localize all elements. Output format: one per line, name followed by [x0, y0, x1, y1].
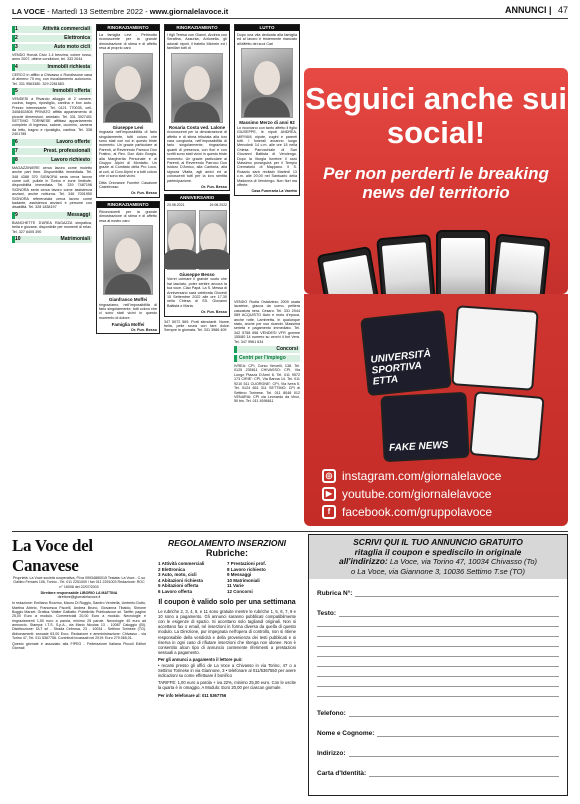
- youtube-link[interactable]: [322, 486, 550, 502]
- face-shape: [115, 66, 141, 100]
- rubric-item: 12 Concorsi: [227, 588, 253, 594]
- telefono-label: Telefono:: [317, 709, 346, 717]
- notice-intro: Dopo una vita dedicata alla famiglia ed al lavoro è tristemente mancato all'affetto dei suoi Cari: [237, 33, 297, 46]
- section-number: 4: [15, 63, 18, 70]
- funeral-home: Or. Fun. Besso: [200, 310, 227, 315]
- news-tile: [469, 391, 544, 461]
- section-heading: [12, 148, 92, 155]
- rules-subtitle: Rubriche:: [205, 548, 248, 558]
- job-centers-list: IVREA: CPI, Corso Vercelli, 138. Tel. 0125 235611 CHIVASSO: CPI, Via Lungo Piazza D'Armi 6. Tel. 011 9572 173 CIRIE': CPI, Via Banna 14. Tel. 011 9210 511 CUORGNE': CPI, Via Ivrea 5. Tel. 0124 651 311 SETTIMO: CPI di Settimo Torinese. Tel. 011 8048 012 VENARIA: CPI via Leonardo da Vinci, 50 bis. Tel. 011 4596611: [234, 364, 300, 404]
- section-title: Immobili richiesta: [47, 63, 90, 70]
- rates-text: TARIFFE: 1,00 euro a parola + iva 22%, minimo 25,00 euro. Con le uscite la quarta è in omaggio. A Modulo: Euro 20,00 per ciascun giornale.: [158, 680, 296, 691]
- carta-label: Carta d'Identità:: [317, 769, 367, 777]
- obituary-column-1: [96, 24, 160, 559]
- portrait-photo: [171, 53, 223, 123]
- facebook-icon: f: [322, 505, 336, 519]
- rubric-list: [158, 561, 296, 595]
- coupon-form: [308, 534, 568, 796]
- header-right: ANNUNCI | 47: [504, 5, 568, 15]
- rubric-col-right: [227, 561, 296, 595]
- news-tile: [360, 310, 452, 396]
- notice-title: RINGRAZIAMENTO: [97, 202, 159, 208]
- section-number: 2: [15, 35, 18, 41]
- deceased-name: Rosaria Costa ved. Lalone: [168, 124, 226, 130]
- text-line[interactable]: [317, 667, 559, 677]
- classified-ad: MAGAZZINIERE cerca lavoro come muletto anche part time. Disponibilità immediata. Tel. 348 4388 370 SIGNORA seria cerca lavoro come colf, pulizie in Torino e zone limitrofe, disponibilità immediata. Tel. 339 7487196 SIGNORA seria cerca lavoro come assistenza anziani, anche notturna. Tel. 346 7001950 SIGNORA referenziata cerca lavoro come badante, assistenza anziani e persone con disabilità. Tel. 328 1838197: [12, 165, 92, 210]
- info-phone: Per info telefonare al: 011 5367756: [158, 692, 227, 698]
- banner-subline: Per non perderti le breaking news del territorio: [323, 164, 549, 202]
- deceased-name: Massimo Merzo di anni 92: [239, 120, 295, 126]
- deceased-name: Gianfranco Moffei: [108, 297, 148, 303]
- rubric-item: 10 Matrimoniali: [227, 577, 260, 583]
- phone-mockup: [376, 234, 438, 294]
- banner-headline: Seguici anche sui social!: [305, 81, 567, 150]
- rubric-item: 11 Varie: [227, 583, 244, 589]
- section-number: 8: [15, 156, 18, 163]
- notice-title: ANNIVERSARIO: [165, 195, 229, 201]
- header-left: LA VOCE - Martedì 13 Settembre 2022 - www.giornalelavoce.it: [12, 7, 229, 16]
- tile-caption: FAKE NEWS: [388, 439, 449, 454]
- notice-intro: I figli Teresa con Gianni, Andrea con Serafina, Assunta, Antonella, gli adorati nipoti, il fratello Michele ed i familiari tutti di: [167, 33, 227, 51]
- face-shape: [184, 66, 210, 100]
- coupon-address-label: all'indirizzo:: [338, 556, 388, 566]
- portrait-photo: [241, 48, 293, 118]
- instagram-icon: ◎: [322, 469, 336, 483]
- indirizzo-field[interactable]: [317, 743, 559, 757]
- testo-line[interactable]: [339, 608, 559, 617]
- rubric-item: 8 Lavoro richiesto: [227, 566, 266, 572]
- phone-mockups: [324, 228, 548, 294]
- masthead-intro: Proprietà: La Voce società cooperativa, P.iva 09934880015 Testata: La Voce - C.so Galileo Ferraris 106, Torino - Tel. 011 2251000 / fax 011 2251003 Redazione: ROC n° 16008 del 22/07/2003: [12, 576, 146, 589]
- section-number: 6: [15, 138, 18, 145]
- section-heading: [12, 139, 92, 146]
- nome-field[interactable]: [317, 723, 559, 737]
- coupon-validity: Il coupon è valido solo per una settimana: [158, 598, 296, 606]
- section-heading: [12, 236, 92, 243]
- deceased-name: Giuseppe Besso: [179, 271, 215, 277]
- coupon-subtitle: ritaglia il coupon e spediscilo in originale: [354, 546, 522, 557]
- notice-title: RINGRAZIAMENTO: [97, 25, 159, 31]
- rubric-item: 7 Prestazioni prof.: [227, 561, 267, 566]
- text-line[interactable]: [317, 627, 559, 637]
- section-number: 5: [15, 88, 18, 95]
- rubric-col-left: [158, 561, 227, 595]
- phone-mockup: [317, 246, 386, 294]
- portrait-photo: [199, 210, 228, 270]
- section-heading: [12, 26, 92, 33]
- funeral-home: Casa Funeraria La Varetto: [251, 189, 297, 194]
- obituary-column-3: [234, 24, 300, 294]
- rubric-item: 3 Auto, moto, cicli: [158, 572, 197, 578]
- masthead-title: La Voce del Canavese: [12, 536, 93, 575]
- website-link[interactable]: www.giornalelavoce.it: [149, 7, 229, 16]
- facebook-link[interactable]: [322, 504, 550, 520]
- portrait-photo: [103, 225, 153, 295]
- rubrica-label: Rubrica N°:: [317, 589, 353, 597]
- notice-intro: Riconoscenti per la grande dimostrazione di stima e di affetto resa al nostro caro: [99, 209, 157, 223]
- photo-pair: [167, 210, 227, 270]
- carta-line[interactable]: [369, 768, 559, 777]
- classified-ad: BIANCHETTE D'AREA RAGAZZA simpatica, bella e giovane, disponibile per momenti di relax. Tel. 327 6405 390: [12, 220, 92, 234]
- rubric-item: 5 Abitazioni offerta: [158, 583, 199, 589]
- news-tile: [380, 392, 469, 462]
- classified-ad: VENDO Rodia Ostalvieso 2009 usata lavatrice, giacca da uomo, peiliera cascatura nera. Cesaro. Tel. 331 2044 089 ACQUISTO Auto e moto d'epoca, anche rotte, Lambretta, in qualunque stato, anche per uso ricambi. Massima serietà e pagamento immediato. Tel. 342 5758 658 VENDESI VFR gomme 155/80 14 numero su cerchi 4 fori Vera. Tel. 347 9961 634: [234, 300, 300, 344]
- section-heading: [12, 157, 92, 164]
- section-title: Immobili offerta: [52, 88, 90, 95]
- text-line[interactable]: [317, 677, 559, 687]
- rubrica-line[interactable]: [355, 588, 559, 597]
- date-left: 20.08.2021: [167, 203, 185, 208]
- notice-title: LUTTO: [235, 25, 299, 31]
- section-heading: [234, 346, 300, 353]
- notice-body: ringrazia nell'impossibilità di farlo singolarmente, tutti coloro che sono stati con noi in questo triste momento. Un grazie particolare ai Parenti, al Reverendo Parroco Don Fratino, al Rev. Don Aldo Borgia, alla Margherita Personale e al Gruppo Alpini di Montalto. Un grazie al Comitato della Pro Loco, ai cori, al Coro Alpini e a tutti coloro che ci sono stati vicini.: [99, 130, 157, 179]
- section-title: Attività commerciali: [42, 26, 90, 32]
- rules-box: [158, 538, 296, 796]
- carta-field[interactable]: [317, 763, 559, 777]
- page-header: [12, 5, 568, 19]
- text-line[interactable]: [317, 637, 559, 647]
- indirizzo-line[interactable]: [349, 748, 559, 757]
- section-title: Prest. professionali: [43, 147, 90, 154]
- rubric-item: 2 Elettronica: [158, 566, 186, 572]
- section-title: Messaggi: [67, 211, 90, 218]
- indirizzo-label: Indirizzo:: [317, 749, 346, 757]
- info-phone-block: [158, 693, 296, 698]
- section-name: ANNUNCI: [504, 5, 547, 15]
- masthead-box: [12, 536, 146, 798]
- rubrica-field[interactable]: [317, 583, 559, 597]
- section-number: 1: [15, 26, 18, 32]
- paid-ads-text: • recarsi presso gli uffici de La Voce a Chivasso in via Torino, 47 o a Settimo Torinese in via Giannone, 3 • telefonare al 011/5367550 per avere indicazioni su come effettuare il bonifico: [158, 662, 296, 678]
- phone-mockup: [436, 230, 490, 294]
- testo-field[interactable]: [317, 603, 559, 617]
- body-shape: [105, 274, 151, 294]
- section-number: 10: [15, 235, 21, 242]
- notice-intro: La famiglia Levi - Petrinotto riconoscente per la grande dimostrazione di stima e di affetto resa al proprio caro: [99, 33, 157, 51]
- thanks-notice: [96, 201, 160, 334]
- section-title: Lavoro offerte: [56, 138, 90, 145]
- classifieds-column: [12, 24, 92, 559]
- social-banner-lower: [304, 294, 568, 526]
- masthead-details: In redazione: Emiliano Rozzino, Mauro Di Ruggio, Sandro Ventrella, Umberto Dutto, Martina Abbrio, Francesca Fiscelli, Andrea Bruno, Giovanna Tibaldo, Simone Boggio Marzet. Grafica: Walter Galliatto. Pubblicità: Publicalvoce srl. Tariffe: pagine 25,00 Euro a modulo. Commerciali 20,00 Euro a modulo. Necrologie e ringraziamenti 1,50 euro a parola, minimo 25 parole. Necrologie 40 euro ad annuncio. Stampa: I.T.S. S.p.A., via Mario Nicolas 13 - 10087 Caluggio (BI). Distribuzione: DLT srl - Strada Cebrosa, 23 - 10034 - Settimo Torinese (TO). Abbonamenti: annuale 63,00 Euro. Redazione e amministrazione: Chivasso - via Torino 47, Tel. 011 5367756. Contributi incassati nel 2019: Euro 279.065,01.: [12, 601, 146, 640]
- notice-body: ringraziamo, nell'impossibilità di farlo singolarmente, tutti coloro che ci sono stati vicini in questo momento di dolore.: [99, 302, 157, 320]
- nome-label: Nome e Cognome:: [317, 729, 375, 737]
- portrait-photo: [103, 53, 153, 123]
- director-name: Direttore responsabile LIBORIO LA MATTINA: [40, 590, 118, 595]
- date-right: 19.08.2022: [209, 203, 227, 208]
- director-block: [12, 591, 146, 600]
- anniversary-notice: [164, 194, 230, 316]
- job-centers-heading: Centri per l'impiego: [234, 355, 300, 362]
- funeral-home: Or. Fun. Besso: [130, 191, 157, 196]
- testo-label: Testo:: [317, 609, 337, 617]
- lower-right-classifieds: [234, 300, 300, 526]
- rules-text: Le rubriche 2, 3, 4, 8, e 11 sono gratuite mentre le rubriche 1, 5, 6, 7, 9 e 10 sono a pagamento. Gli annunci saranno pubblicati compatibilmente con le esigenze di spazio. Si accettano solo tagliandi originali. Non si accettano fax o email, né inserzioni in forma diversa da quella di questo modulo. La Direzione, pur impegnata nell'opera di controllo, non si ritiene responsabile della veridicità e della provenienza dei testi pubblicati e si riserva in ogni caso di rifiutare inserzioni che ritenga non idonee. Non è consentito alcun tipo di annuncio contenente riferimenti a prestazioni sessuali a pagamento.: [158, 608, 296, 656]
- section-heading: [12, 88, 92, 95]
- notice-signature: Famiglia Moffei: [111, 322, 145, 328]
- anniversary-dates: [167, 203, 227, 207]
- notice-title: RINGRAZIAMENTO: [165, 25, 229, 31]
- body-shape: [174, 102, 220, 122]
- telefono-field[interactable]: [317, 703, 559, 717]
- instagram-url: instagram.com/giornalelavoce: [342, 469, 502, 483]
- face-shape: [115, 238, 141, 272]
- coupon-header: [309, 535, 567, 579]
- obituary-column-2: [164, 24, 230, 559]
- section-title: Concorsi: [276, 346, 298, 353]
- news-tile: [451, 305, 538, 391]
- thanks-notice: [164, 24, 230, 191]
- youtube-url: youtube.com/giornalelavoce: [342, 487, 492, 501]
- section-heading: [12, 44, 92, 51]
- body-shape: [105, 102, 151, 122]
- notice-body: Lo ricordano con tanto affetto il figlio GIUSEPPE, le nipoti ANDREA, MIRYAM, nipote, cugini e parenti tutti. I funerali avranno luogo Mercoledì 14 c.m. alle ore 15 nella Chiesa Parrocchiale di San Giovanni Battista di Verolengo. Dopo la liturgia funebre il caro Massimo proseguirà per il Tempio Crematorio di Mappano. Il S. Rosario sarà recitato Martedì 13 c.m. alle 20,00 nel Santuario della Madonna di Verolengo. Non fiori ma offerte.: [237, 125, 297, 187]
- phone-mockup: [487, 233, 550, 294]
- text-line[interactable]: [317, 617, 559, 627]
- notice-body: Vorrei colmare il grande vuoto che hai lasciato, poter sentire ancora la tua voce. Ciao Papà. La S. Messa di Anniversario sarà celebrata Giovedì 15 Settembre 2022 alle ore 17,30 nella Chiesa di SS. Giovanni Battista e Maria.: [167, 277, 227, 308]
- section-number: 9: [15, 211, 18, 218]
- section-heading: [12, 212, 92, 219]
- coupon-fields: [309, 579, 567, 787]
- notice-body: riconoscenti per la dimostrazione di affetto e di stima tributata alla loro cara congiunta, nell'impossibilità di farlo singolarmente, ringraziano quanti di presenza, con fiori e con scritti sono stati vicini in questo triste momento. Un grazie particolare ai Parenti, al Reverendo Parroco Don Isidoro D'Amico, alla Cantoria, alla signora Vilalta, agli amici ed ai conoscenti tutti per la loro sentita partecipazione.: [167, 130, 227, 183]
- section-title: Auto moto cicli: [53, 44, 90, 50]
- tile-caption: UNIVERSITÀ SPORTIVA ETTA: [369, 348, 432, 388]
- bottom-section: [12, 531, 568, 799]
- text-line[interactable]: [317, 687, 559, 697]
- body-shape: [190, 249, 230, 269]
- text-line[interactable]: [317, 657, 559, 667]
- section-title: Matrimoniali: [60, 235, 90, 242]
- paid-ads-heading: Per gli annunci a pagamento il lettore può:: [158, 657, 243, 663]
- deceased-name: Giuseppe Levi: [112, 124, 144, 130]
- text-line[interactable]: [317, 647, 559, 657]
- section-number: 3: [15, 44, 18, 50]
- facebook-url: facebook.com/gruppolavoce: [342, 505, 493, 519]
- telefono-line[interactable]: [349, 708, 559, 717]
- coupon-address-2: o La Voce, via Giannone 3, 10036 Settimo T.se (TO): [351, 566, 525, 576]
- youtube-icon: ▶: [322, 487, 336, 501]
- rubric-item: 6 Lavoro offerta: [158, 588, 193, 594]
- funeral-home: Or. Fun. Besso: [200, 185, 227, 189]
- thanks-notice: [96, 24, 160, 198]
- page-number: 47: [557, 5, 568, 15]
- paper-name: LA VOCE: [12, 7, 46, 16]
- classified-ad: VENDESI a Rivarolo alloggio di 2 camere, cucina, bagno, ripostiglio, cantina e box auto. Prezzo interessante. Tel. 0121 770035, cell. 3408402808 PRIVATO affitta appartamento di piccole dimensioni, arredato. Tel. 331 3927401 SETTIMO TORINESE affittasi appartamento completo di ingresso, salone, cucinino, camera da letto, bagno e ripostiglio, cantina. Tel. 338 2401785: [12, 97, 92, 137]
- nome-line[interactable]: [377, 728, 559, 737]
- director-email[interactable]: direttore@giornalelavoce.it: [57, 595, 101, 600]
- section-title: Elettronica: [64, 35, 90, 41]
- notice-signature: Ditta Onoranze Funebri Casalone Castelrosso: [99, 180, 157, 189]
- classified-ad: VENDO Honda Civic 1.4 benzina, colore rosso, anno 2007, ottime condizioni, tel. 333 2044: [12, 53, 92, 62]
- body-shape: [244, 97, 290, 117]
- rubric-item: 9 Messaggi: [227, 572, 252, 578]
- classified-ad: 347 5072 569. Porti stimolanti. Nome, bella, pelle scura con fare dolce. Sempre in giornata. Tel. 331 3986 409: [164, 319, 230, 333]
- masthead-footer: Questo giornale è associato alla FIPEG - Federazione Italiana Piccoli Editori Giornali: [12, 642, 146, 651]
- instagram-link[interactable]: [322, 468, 550, 484]
- section-heading: [12, 35, 92, 42]
- face-shape: [254, 61, 280, 95]
- coupon-address-1: La Voce, via Torino 47, 10034 Chivasso (To): [387, 557, 538, 566]
- rubric-item: 1 Attività commerciali: [158, 561, 205, 566]
- social-banner[interactable]: [304, 68, 568, 294]
- funeral-home: Or. Fun. Besso: [130, 327, 157, 332]
- coupon-title: SCRIVI QUI IL TUO ANNUNCIO GRATUITO: [353, 537, 523, 547]
- classified-ad: CERCO in affitto a Chivasso o Rondissone casa di almeno 70 mq, con riscaldamento autonomo. Tel. 331 9563380. 329 2281583.: [12, 72, 92, 86]
- rules-title: REGOLAMENTO INSERZIONI: [168, 538, 286, 548]
- section-title: Lavoro richiesto: [51, 156, 90, 163]
- rubric-item: 4 Abitazioni richiesta: [158, 577, 203, 583]
- issue-date: - Martedì 13 Settembre 2022: [45, 7, 144, 16]
- section-heading: [12, 64, 92, 71]
- mourning-notice: [234, 24, 300, 196]
- testo-lines[interactable]: [317, 617, 559, 697]
- section-number: 7: [15, 147, 18, 154]
